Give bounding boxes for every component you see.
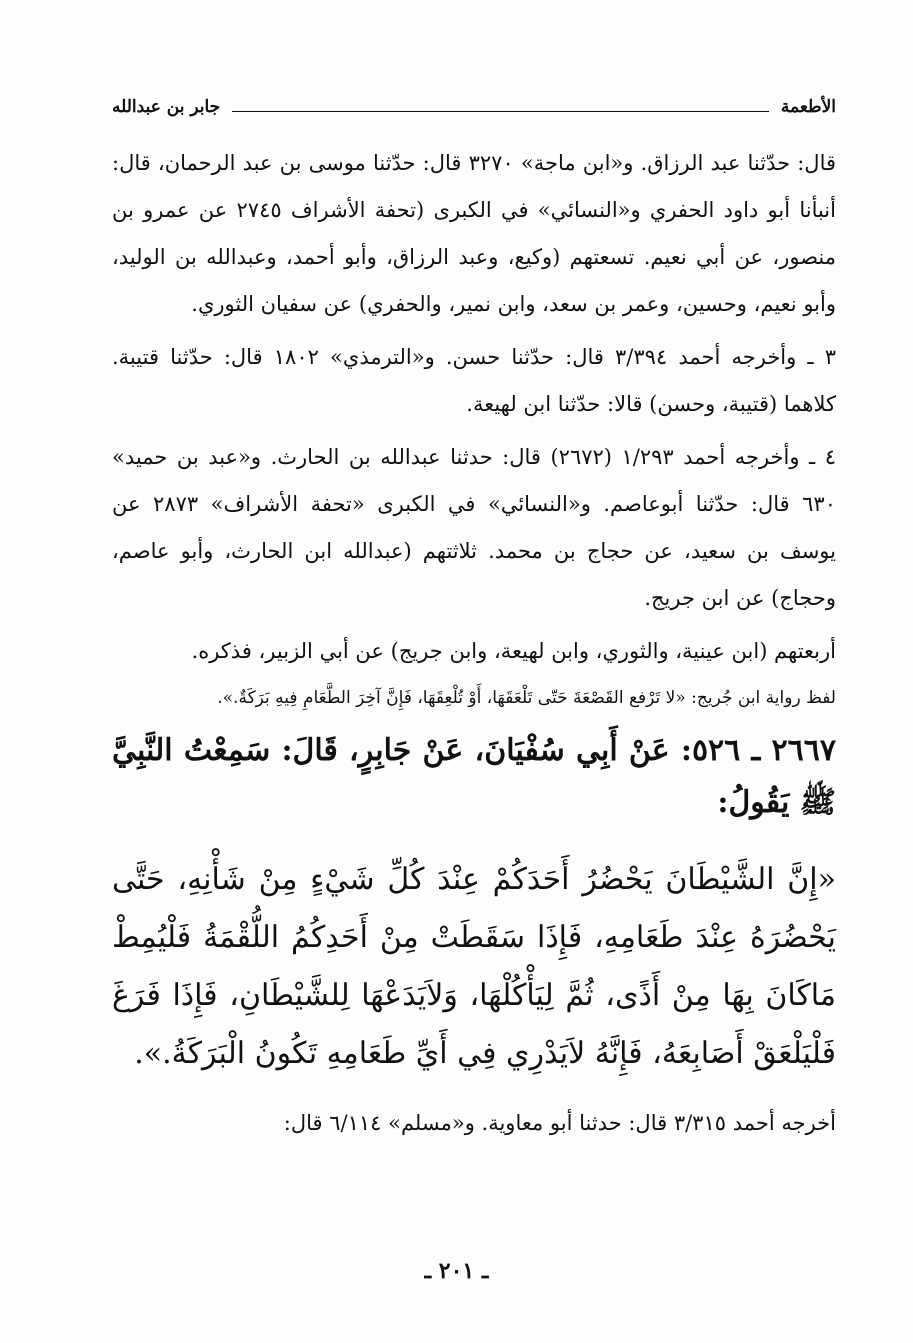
hadith-text: «إِنَّ الشَّيْطَانَ يَحْضُرُ أَحَدَكُمْ عِنْدَ كُلِّ شَيْءٍ مِنْ شَأْنِهِ، حَتَّى يَحْضُرَهُ عِنْدَ طَعَامِهِ، فَإِذَا سَقَطَتْ مِنْ أَحَدِكُمُ اللُّقْمَةُ فَلْيُمِطْ مَاكَانَ بِهَا مِنْ أَذًى، ثُمَّ لِيَأْكُلْهَا، وَلاَيَدَعْهَا لِلشَّيْطَانِ، فَإِذَا فَرَغَ فَلْيَلْعَقْ أَصَابِعَهُ، فَإِنَّهُ لاَيَدْرِي فِي أَيِّ طَعَامِهِ تَكُونُ الْبَرَكَةُ.».	[112, 862, 836, 1071]
running-header	[112, 92, 836, 122]
paragraph-sources-1: قال: حدّثنا عبد الرزاق. و«ابن ماجة» ٣٢٧٠ قال: حدّثنا موسى بن عبد الرحمان، قال: أنبأنا أبو داود الحفري و«النسائي» في الكبرى (تحفة الأشراف ٢٧٤٥ عن عمرو بن منصور، عن أبي نعيم. تسعتهم (وكيع، وعبد الرزاق، وأبو أحمد، وعبدالله بن الوليد، وأبو نعيم، وحسين، وعمر بن سعد، وابن نمير، والحفري) عن سفيان الثوري.	[112, 151, 837, 316]
paragraph-sources-3: ٤ ـ وأخرجه أحمد ١/٢٩٣ (٢٦٧٢) قال: حدثنا عبدالله بن الحارث. و«عبد بن حميد» ٦٣٠ قال: حدّثنا أبوعاصم. و«النسائي» في الكبرى «تحفة الأشراف» ٢٨٧٣ عن يوسف بن سعيد، عن حجاج بن محمد. ثلاثتهم (عبدالله ابن الحارث، وأبو عاصم، وحجاج) عن ابن جريج.	[112, 445, 836, 610]
narrator-name: جابر بن عبدالله	[112, 97, 221, 117]
header-rule	[232, 111, 769, 112]
hadith-heading: ٢٦٦٧ ـ ٥٢٦: عَنْ أَبِي سُفْيَانَ، عَنْ جَابِرٍ، قَالَ: سَمِعْتُ النَّبِيَّ ﷺ يَقُولُ:	[112, 733, 836, 820]
paragraph-sources-2: ٣ ـ وأخرجه أحمد ٣/٣٩٤ قال: حدّثنا حسن. و«الترمذي» ١٨٠٢ قال: حدّثنا قتيبة. كلاهما (قتيبة، وحسن) قالا: حدّثنا ابن لهيعة.	[112, 345, 836, 416]
page-number: ـ ٢٠١ ـ	[424, 1258, 489, 1284]
wording-note: لفظ رواية ابن جُريج: «لا تَرْفع القَصْعَةَ حَتّى تَلْعَقَهَا، أَوْ تُلْعِقَهَا، فَإِنَّ آخِرَ الطَّعَامِ فِيهِ بَرَكَةٌ.».	[217, 688, 836, 708]
takhrij-line: أخرجه أحمد ٣/٣١٥ قال: حدثنا أبو معاوية. و«مسلم» ٦/١١٤ قال:	[283, 1111, 836, 1135]
chapter-title: الأطعمة	[780, 97, 836, 117]
paragraph-sources-4: أربعتهم (ابن عينية، والثوري، وابن لهيعة، وابن جريج) عن أبي الزبير، فذكره.	[191, 639, 836, 663]
page-body	[112, 140, 836, 1143]
